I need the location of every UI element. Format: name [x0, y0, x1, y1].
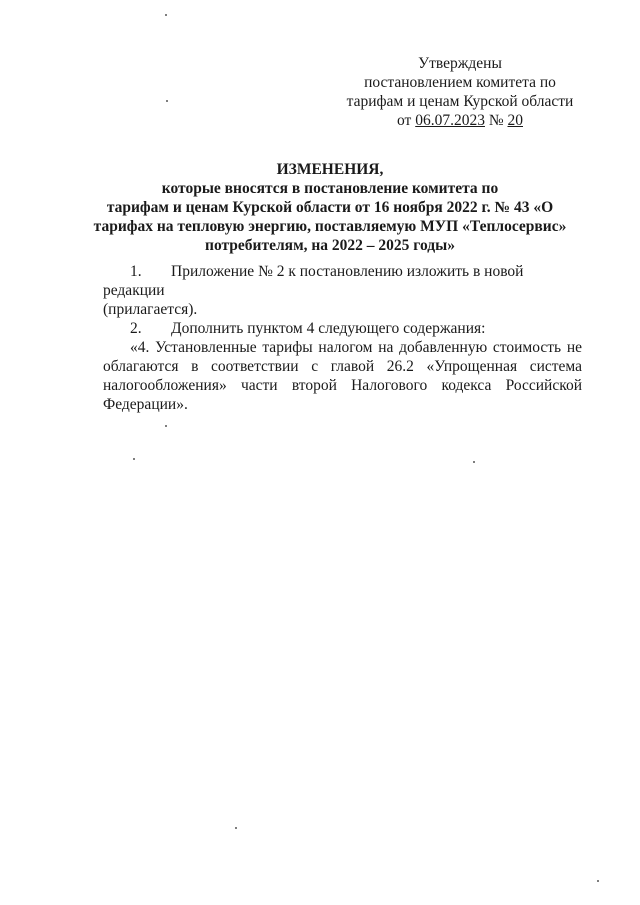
- list-item: [103, 262, 582, 300]
- scan-speck: [133, 458, 135, 460]
- scan-speck: [165, 425, 167, 427]
- approval-date-prefix: от: [397, 112, 416, 129]
- quoted-paragraph: «4. Установленные тарифы налогом на добавленную стоимость не облагаются в соответствии с главой 26.2 «Упрощенная система налогообложения» части второй Налогового кодекса Российской Федерации».: [103, 339, 582, 413]
- approval-date: 06.07.2023: [415, 112, 485, 129]
- approval-number: 20: [507, 112, 523, 129]
- title-line-1: которые вносятся в постановление комитета по: [161, 180, 499, 197]
- document-title: [90, 160, 570, 255]
- approval-date-line: [330, 111, 590, 130]
- item-text: Дополнить пунктом 4 следующего содержания:: [171, 320, 486, 337]
- title-line-2: тарифам и ценам Курской области от 16 ноября 2022 г. № 43 «О: [106, 199, 554, 216]
- scan-speck: [235, 827, 237, 829]
- approval-number-sign: №: [484, 112, 508, 129]
- scan-speck: [597, 880, 599, 882]
- scan-speck: [473, 461, 475, 463]
- approval-line-3: тарифам и ценам Курской области: [346, 93, 574, 110]
- item-number: 1.: [130, 263, 142, 280]
- title-line-3: тарифах на тепловую энергию, поставляемую МУП «Теплосервис»: [93, 218, 567, 235]
- item-text: Приложение № 2 к постановлению изложить в новой редакции: [103, 263, 524, 299]
- title-heading: ИЗМЕНЕНИЯ,: [276, 161, 384, 178]
- item-continuation: (прилагается).: [103, 301, 198, 318]
- document-body: [103, 262, 582, 414]
- title-line-4: потребителям, на 2022 – 2025 годы»: [205, 237, 455, 254]
- approval-line-1: Утверждены: [418, 55, 502, 72]
- scan-speck: [165, 14, 167, 16]
- approval-line-2: постановлением комитета по: [364, 74, 556, 91]
- item-number: 2.: [130, 320, 142, 337]
- scan-speck: [166, 100, 168, 102]
- approval-stamp: [330, 54, 590, 130]
- list-item: [103, 319, 582, 338]
